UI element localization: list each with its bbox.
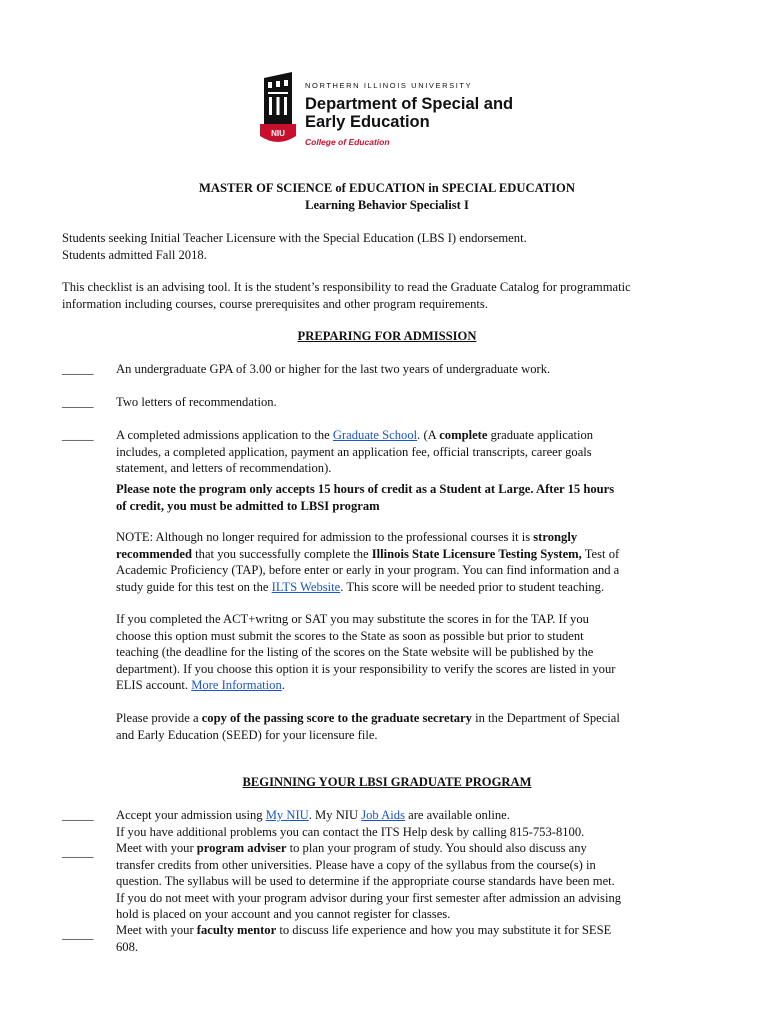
job-aids-link[interactable]: Job Aids [361,808,405,822]
checkbox-blank[interactable]: _____ [62,395,94,409]
checkbox-blank[interactable]: _____ [62,845,94,859]
department-logo [255,72,525,152]
checklist-item-application: _____ A completed admissions application to the Graduate School. (A complete graduate application includes, a completed application, payment an application fee, official transcripts, career goals statement, and letters of recommendation). [62,428,594,476]
college-name: College of Education [305,137,390,147]
checklist-item-faculty-mentor: _____ Meet with your faculty mentor to discuss life experience and how you may substitute it for SESE 608. [62,923,612,954]
passing-score-note: Please provide a copy of the passing score to the graduate secretary in the Department of Special and Early Education (SEED) for your licensure file. [116,711,620,742]
program-heading: BEGINNING YOUR LBSI GRADUATE PROGRAM [242,775,532,789]
advising-note: This checklist is an advising tool. It is the student’s responsibility to read the Graduate Catalog for programmatic information including courses, course prerequisites and other program requirements. [62,280,631,311]
checkbox-blank[interactable]: _____ [62,808,94,822]
checklist-item-program-adviser: _____ Meet with your program adviser to plan your program of study. You should also discuss any transfer credits from other universities. Please have a copy of the syllabus from the course(s) in question. The syllabus will be used to determine if the appropriate course standards have been met. If you do not meet with your program advisor during your first semester after admission an advising hold is placed on your account and you cannot register for classes. [62,841,622,922]
admission-heading: PREPARING FOR ADMISSION [297,329,477,343]
checklist-item-accept-admission: _____ Accept your admission using My NIU. My NIU Job Aids are available online. If you have additional problems you can contact the ITS Help desk by calling 815-753-8100. [62,808,585,839]
checklist-item-letters: _____ Two letters of recommendation. [62,395,277,409]
act-sat-note: If you completed the ACT+writng or SAT you may substitute the scores in for the TAP. If you choose this option must submit the scores to the State as soon as possible but prior to student teaching (the deadline for the listing of the scores on the State website will be published by the department). If you choose this option it is your responsibility to verify the scores are listed in your ELIS account. More Information. [116,612,616,693]
svg-text:NIU: NIU [271,129,285,138]
tap-note: NOTE: Although no longer required for admission to the professional courses it is strongly recommended that you successfully complete the Illinois State Licensure Testing System, Test of Academic Proficiency (TAP), before enter or early in your program. You can find information and a study guide for this test on the ILTS Website. This score will be needed prior to student teaching. [116,530,620,594]
my-niu-link[interactable]: My NIU [265,808,309,822]
checkbox-blank[interactable]: _____ [62,927,94,941]
more-information-link[interactable]: More Information [191,678,282,693]
niu-tower-icon [255,72,301,148]
checkbox-blank[interactable]: _____ [62,362,94,376]
ilts-website-link[interactable]: ILTS Website [271,579,341,594]
intro-text: Students seeking Initial Teacher Licensure with the Special Education (LBS I) endorsement. Students admitted Fall 2018. [62,231,527,262]
university-name: NORTHERN ILLINOIS UNIVERSITY [305,81,473,90]
page-title: MASTER OF SCIENCE of EDUCATION in SPECIAL EDUCATION Learning Behavior Specialist I [199,181,575,212]
checklist-item-gpa: _____ An undergraduate GPA of 3.00 or higher for the last two years of undergraduate work. [62,362,551,376]
student-at-large-note: Please note the program only accepts 15 hours of credit as a Student at Large. After 15 hours of credit, you must be admitted to LBSI program [116,482,615,513]
department-name: Department of Special and Early Education [305,95,514,131]
graduate-school-link[interactable]: Graduate School [332,428,418,442]
checkbox-blank[interactable]: _____ [62,428,94,442]
